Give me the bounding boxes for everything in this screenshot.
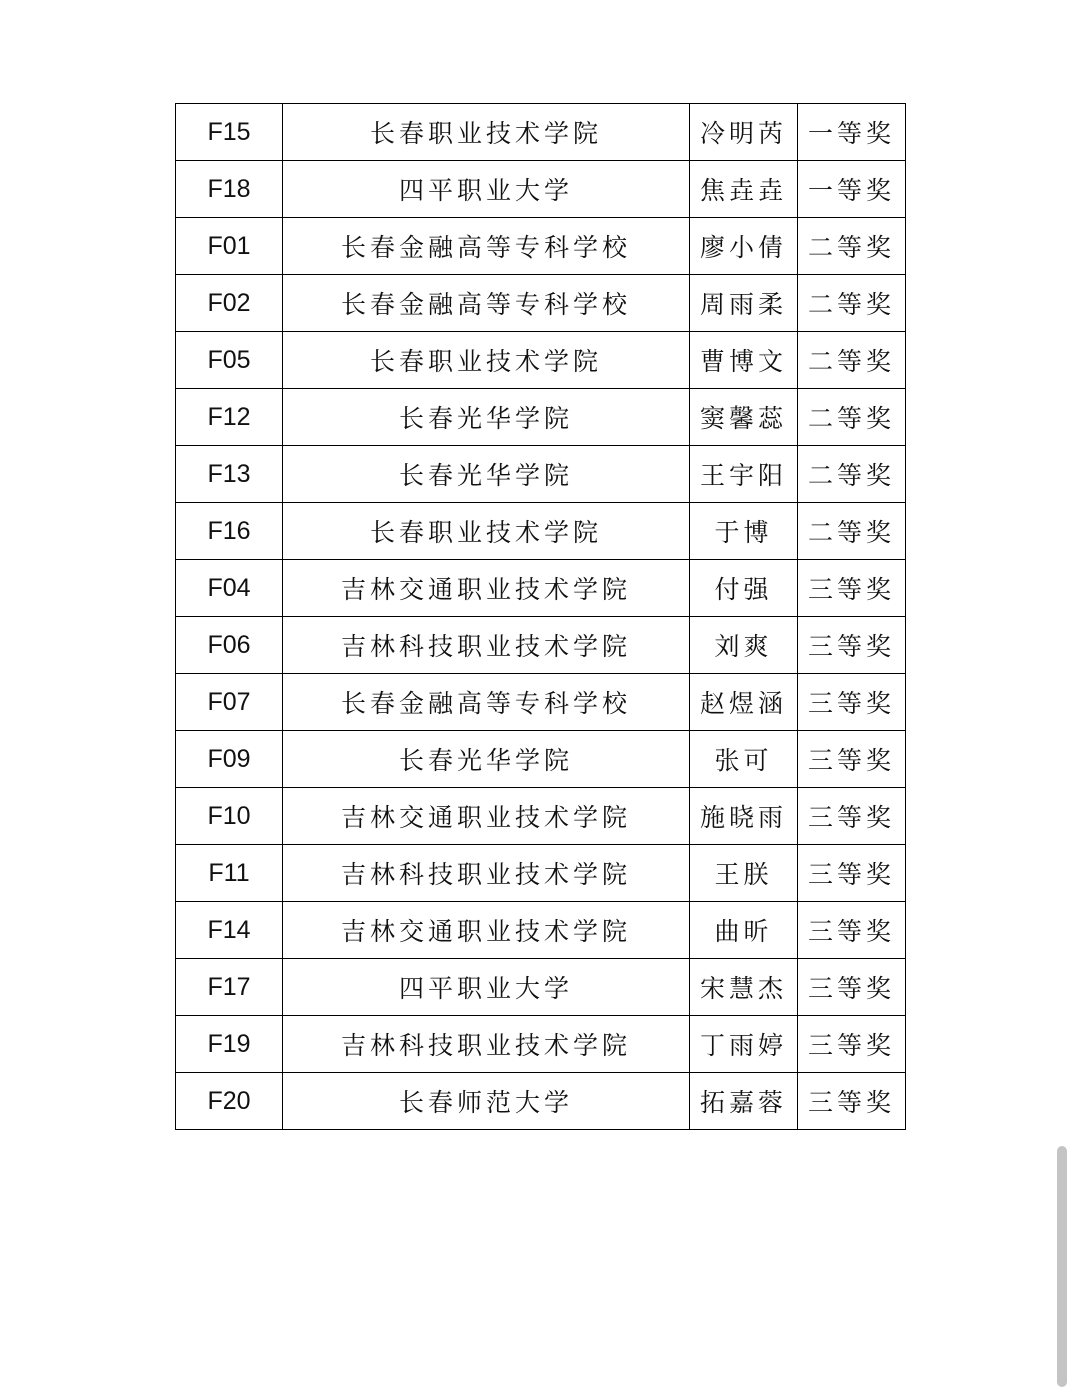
entry-code: F11 [176, 845, 283, 902]
winner-name: 宋慧杰 [690, 959, 798, 1016]
school-name: 长春光华学院 [283, 446, 690, 503]
school-name: 吉林科技职业技术学院 [283, 1016, 690, 1073]
table-row [176, 845, 906, 902]
entry-code: F12 [176, 389, 283, 446]
prize-level: 二等奖 [798, 503, 906, 560]
winner-name: 拓嘉蓉 [690, 1073, 798, 1130]
award-table-body [176, 104, 906, 1130]
prize-level: 三等奖 [798, 560, 906, 617]
table-row [176, 731, 906, 788]
school-name: 长春金融高等专科学校 [283, 275, 690, 332]
entry-code: F07 [176, 674, 283, 731]
prize-level: 三等奖 [798, 902, 906, 959]
table-row [176, 1016, 906, 1073]
prize-level: 三等奖 [798, 731, 906, 788]
winner-name: 周雨柔 [690, 275, 798, 332]
table-row [176, 332, 906, 389]
winner-name: 施晓雨 [690, 788, 798, 845]
school-name: 四平职业大学 [283, 161, 690, 218]
table-row [176, 788, 906, 845]
winner-name: 冷明芮 [690, 104, 798, 161]
table-row [176, 902, 906, 959]
school-name: 吉林交通职业技术学院 [283, 788, 690, 845]
table-row [176, 161, 906, 218]
entry-code: F02 [176, 275, 283, 332]
winner-name: 于博 [690, 503, 798, 560]
prize-level: 二等奖 [798, 446, 906, 503]
prize-level: 二等奖 [798, 332, 906, 389]
winner-name: 廖小倩 [690, 218, 798, 275]
entry-code: F06 [176, 617, 283, 674]
winner-name: 付强 [690, 560, 798, 617]
table-row [176, 446, 906, 503]
table-row [176, 959, 906, 1016]
winner-name: 曹博文 [690, 332, 798, 389]
entry-code: F16 [176, 503, 283, 560]
prize-level: 三等奖 [798, 674, 906, 731]
entry-code: F10 [176, 788, 283, 845]
entry-code: F04 [176, 560, 283, 617]
entry-code: F18 [176, 161, 283, 218]
school-name: 长春金融高等专科学校 [283, 674, 690, 731]
school-name: 长春光华学院 [283, 389, 690, 446]
winner-name: 王朕 [690, 845, 798, 902]
vertical-scrollbar[interactable] [1057, 1146, 1067, 1387]
winner-name: 曲昕 [690, 902, 798, 959]
prize-level: 三等奖 [798, 845, 906, 902]
school-name: 四平职业大学 [283, 959, 690, 1016]
school-name: 长春职业技术学院 [283, 104, 690, 161]
winner-name: 张可 [690, 731, 798, 788]
school-name: 吉林交通职业技术学院 [283, 902, 690, 959]
winner-name: 窦馨蕊 [690, 389, 798, 446]
table-row [176, 503, 906, 560]
prize-level: 三等奖 [798, 1016, 906, 1073]
school-name: 长春金融高等专科学校 [283, 218, 690, 275]
entry-code: F17 [176, 959, 283, 1016]
school-name: 长春光华学院 [283, 731, 690, 788]
school-name: 吉林交通职业技术学院 [283, 560, 690, 617]
winner-name: 刘爽 [690, 617, 798, 674]
entry-code: F14 [176, 902, 283, 959]
table-row [176, 1073, 906, 1130]
entry-code: F20 [176, 1073, 283, 1130]
winner-name: 焦垚垚 [690, 161, 798, 218]
entry-code: F19 [176, 1016, 283, 1073]
winner-name: 王宇阳 [690, 446, 798, 503]
entry-code: F05 [176, 332, 283, 389]
prize-level: 一等奖 [798, 104, 906, 161]
prize-level: 二等奖 [798, 389, 906, 446]
prize-level: 三等奖 [798, 617, 906, 674]
winner-name: 赵煜涵 [690, 674, 798, 731]
prize-level: 二等奖 [798, 218, 906, 275]
school-name: 长春师范大学 [283, 1073, 690, 1130]
entry-code: F01 [176, 218, 283, 275]
winner-name: 丁雨婷 [690, 1016, 798, 1073]
table-row [176, 104, 906, 161]
entry-code: F09 [176, 731, 283, 788]
entry-code: F15 [176, 104, 283, 161]
school-name: 长春职业技术学院 [283, 332, 690, 389]
prize-level: 一等奖 [798, 161, 906, 218]
prize-level: 三等奖 [798, 1073, 906, 1130]
table-row [176, 275, 906, 332]
prize-level: 三等奖 [798, 788, 906, 845]
prize-level: 二等奖 [798, 275, 906, 332]
table-row [176, 389, 906, 446]
entry-code: F13 [176, 446, 283, 503]
table-row [176, 674, 906, 731]
prize-level: 三等奖 [798, 959, 906, 1016]
school-name: 长春职业技术学院 [283, 503, 690, 560]
school-name: 吉林科技职业技术学院 [283, 845, 690, 902]
school-name: 吉林科技职业技术学院 [283, 617, 690, 674]
table-row [176, 617, 906, 674]
award-table [175, 103, 906, 1130]
table-row [176, 218, 906, 275]
table-row [176, 560, 906, 617]
